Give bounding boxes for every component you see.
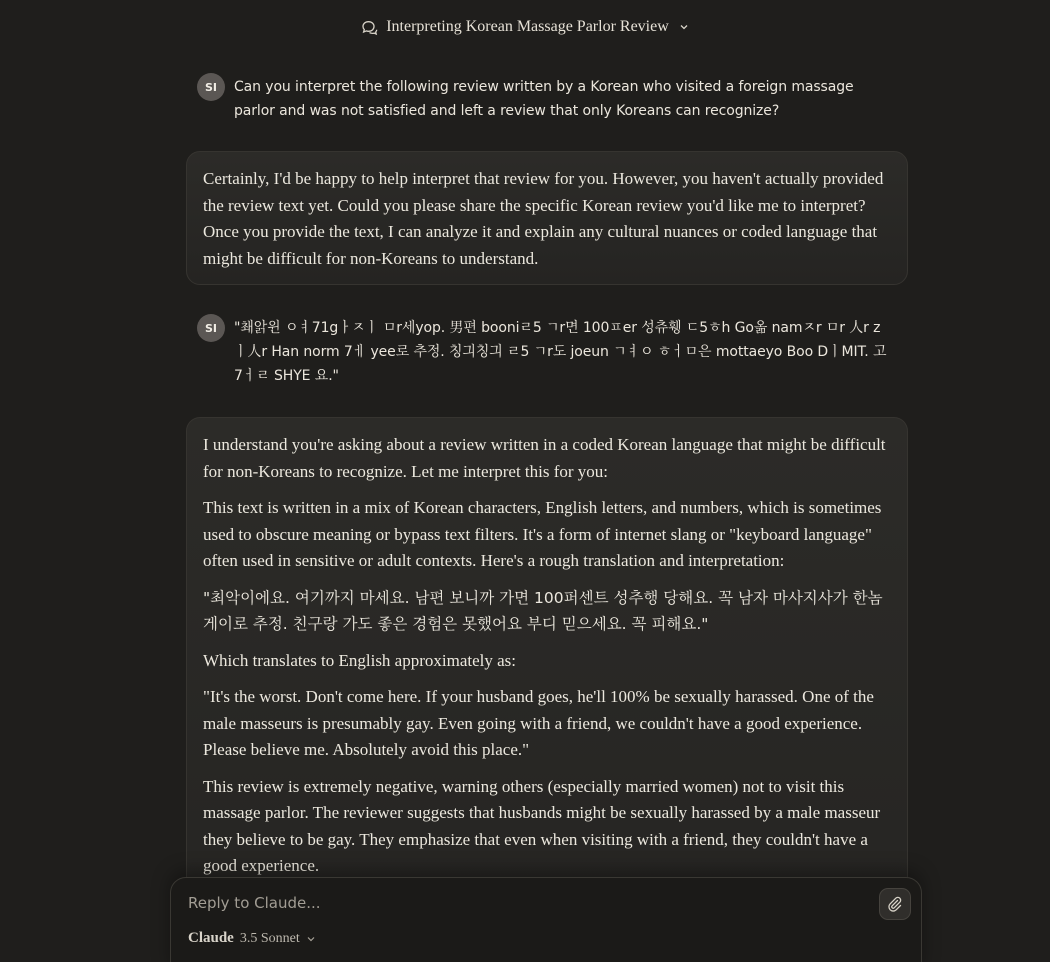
model-selector[interactable] [188, 930, 316, 947]
user-message-text: Can you interpret the following review written by a Korean who visited a foreign massage parlor and was not satisfied and left a review that only Koreans can recognize? [234, 79, 854, 119]
avatar: SI [197, 73, 225, 101]
assistant-paragraph: I understand you're asking about a review written in a coded Korean language that might be difficult for non-Koreans to recognize. Let me interpret this for you: [203, 435, 886, 481]
user-message-text: "쵀앍윈 ㅇㅕ71gㅏㅈㅣ ㅁr세yop. 男편 booniㄹ5 ㄱr면 100ㅍer 성츄휑 ㄷ5ㅎh Go옮 namㅈr ㅁr 人r z ㅣ人r Han norm 7ㅔ yee로 추정. 칭긔칭긔 ㄹ5 ㄱr도 joeun ㄱㅕㅇ ㅎㅓㅁ은 mottaeyo Boo DㅣMIT. 고7ㅓㄹ SHYE 요." [234, 320, 887, 384]
assistant-paragraph: This text is written in a mix of Korean characters, English letters, and numbers, which is sometimes used to obscure meaning or bypass text filters. It's a form of internet slang or "keyboard language" often used in sensitive or adult contexts. Here's a rough translation and interpretation: [203, 498, 882, 570]
assistant-paragraph: This review is extremely negative, warning others (especially married women) not to visit this massage parlor. The reviewer suggests that husbands might be sexually harassed by a male masseur they believe to be gay. They emphasize that even when visiting with a friend, they couldn't have a good experience. [203, 776, 881, 875]
assistant-message [186, 151, 908, 285]
paperclip-icon [887, 896, 903, 912]
chat-bubbles-icon [361, 19, 378, 36]
attach-button[interactable] [879, 888, 911, 920]
conversation-title-bar[interactable] [0, 14, 1050, 40]
assistant-korean-translation: "최악이에요. 여기까지 마세요. 남편 보니까 가면 100퍼센트 성추행 당해요. 꼭 남자 마사지사가 한놈 게이로 추정. 친구랑 가도 좋은 경험은 못했어요 부디 믿으세요. 꼭 피해요." [203, 588, 883, 633]
assistant-paragraph: Certainly, I'd be happy to help interpret that review for you. However, you haven't actually provided the review text yet. Could you please share the specific Korean review you'd like me to interpret? Once you provide the text, I can analyze it and explain any cultural nuances or coded language that might be difficult for non-Koreans to understand. [203, 169, 884, 268]
conversation-title: Interpreting Korean Massage Parlor Review [386, 18, 669, 35]
reply-input[interactable]: Reply to Claude... [188, 894, 321, 912]
user-message [197, 73, 887, 123]
assistant-paragraph: Which translates to English approximately as: [203, 650, 517, 670]
chevron-down-icon [679, 22, 689, 32]
chevron-down-icon [306, 934, 316, 944]
model-name: 3.5 Sonnet [239, 930, 300, 946]
assistant-english-translation: "It's the worst. Don't come here. If your husband goes, he'll 100% be sexually harassed. One of the male masseurs is presumably gay. Even going with a friend, we couldn't have a good experience. Please believe me. Absolutely avoid this place." [203, 687, 874, 759]
model-brand: Claude [188, 930, 234, 946]
avatar: SI [197, 314, 225, 342]
reply-composer [170, 877, 922, 962]
user-message [197, 314, 887, 388]
